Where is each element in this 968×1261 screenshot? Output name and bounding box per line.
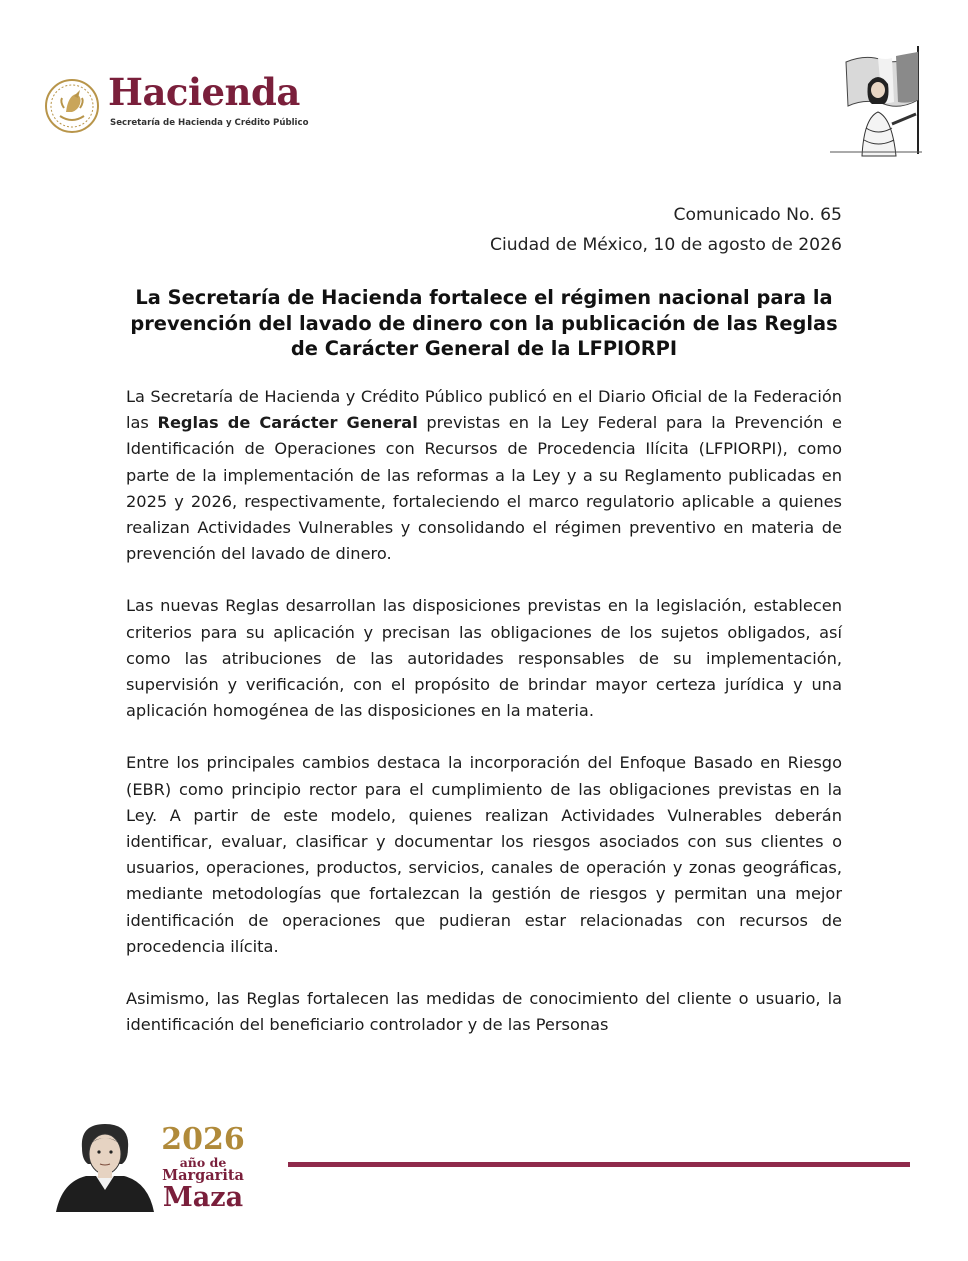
headline: La Secretaría de Hacienda fortalece el régimen nacional para la prevención del lavado de dinero con la publicación de las Reglas de Carácter General de la LFPIORPI <box>130 286 838 360</box>
brand-subtitle: Secretaría de Hacienda y Crédito Público <box>110 118 309 128</box>
footer-line-2: Margarita <box>162 1167 244 1184</box>
paragraph-1-intro: La Secretaría de Hacienda y Crédito Público publicó en el Diario Oficial de la Federación las <box>126 387 842 433</box>
footer-name: Maza <box>162 1182 244 1213</box>
body-text <box>126 384 842 1064</box>
flag-bearer-illustration <box>826 44 924 158</box>
paragraph-4: Asimismo, las Reglas fortalecen las medidas de conocimiento del cliente o usuario, la identificación del beneficiario controlador y de las Personas <box>126 989 842 1035</box>
paragraph-2: Las nuevas Reglas desarrollan las disposiciones previstas en la legislación, establecen criterios para su aplicación y precisan las obligaciones de los sujetos obligados, así como las atribuciones de las autoridades responsables de su implementación, supervisión y verificación, con el propósito de brindar mayor certeza jurídica y una aplicación homogénea de las disposiciones en la materia. <box>126 596 842 721</box>
coat-of-arms-icon <box>44 78 100 134</box>
margarita-maza-portrait <box>52 1120 158 1212</box>
communique-meta <box>490 200 842 260</box>
paragraph-1-bold: Reglas de Carácter General <box>157 413 418 433</box>
paragraph-1-rest: previstas en la Ley Federal para la Prevención e Identificación de Operaciones con Recursos de Procedencia Ilícita (LFPIORPI), como parte de la implementación de las reformas a la Ley y a su Reglamento publicadas en 2025 y 2026, respectivamente, fortaleciendo el marco regulatorio aplicable a quienes realizan Actividades Vulnerables y consolidando el régimen preventivo en materia de prevención del lavado de dinero. <box>126 413 843 564</box>
brand-name: Hacienda <box>108 70 300 114</box>
paragraph-1 <box>126 384 842 567</box>
footer-year: 2026 <box>161 1122 245 1157</box>
communique-number: Comunicado No. 65 <box>673 205 842 225</box>
place-and-date: Ciudad de México, 10 de agosto de 2026 <box>490 235 842 255</box>
footer-line-1: año de <box>179 1155 227 1170</box>
paragraph-3: Entre los principales cambios destaca la incorporación del Enfoque Basado en Riesgo (EBR) como principio rector para el cumplimiento de las obligaciones previstas en la Ley. A partir de este modelo, quienes realizan Actividades Vulnerables deberán identificar, evaluar, clasificar y documentar los riesgos asociados con sus clientes o usuarios, operaciones, productos, servicios, canales de operación y zonas geográficas, mediante metodologías que fortalezcan la gestión de riesgos y permitan una mejor identificación de operaciones que pudieran estar relacionadas con recursos de procedencia ilícita. <box>126 753 842 956</box>
footer-divider <box>288 1162 910 1167</box>
hacienda-logo <box>44 70 309 134</box>
